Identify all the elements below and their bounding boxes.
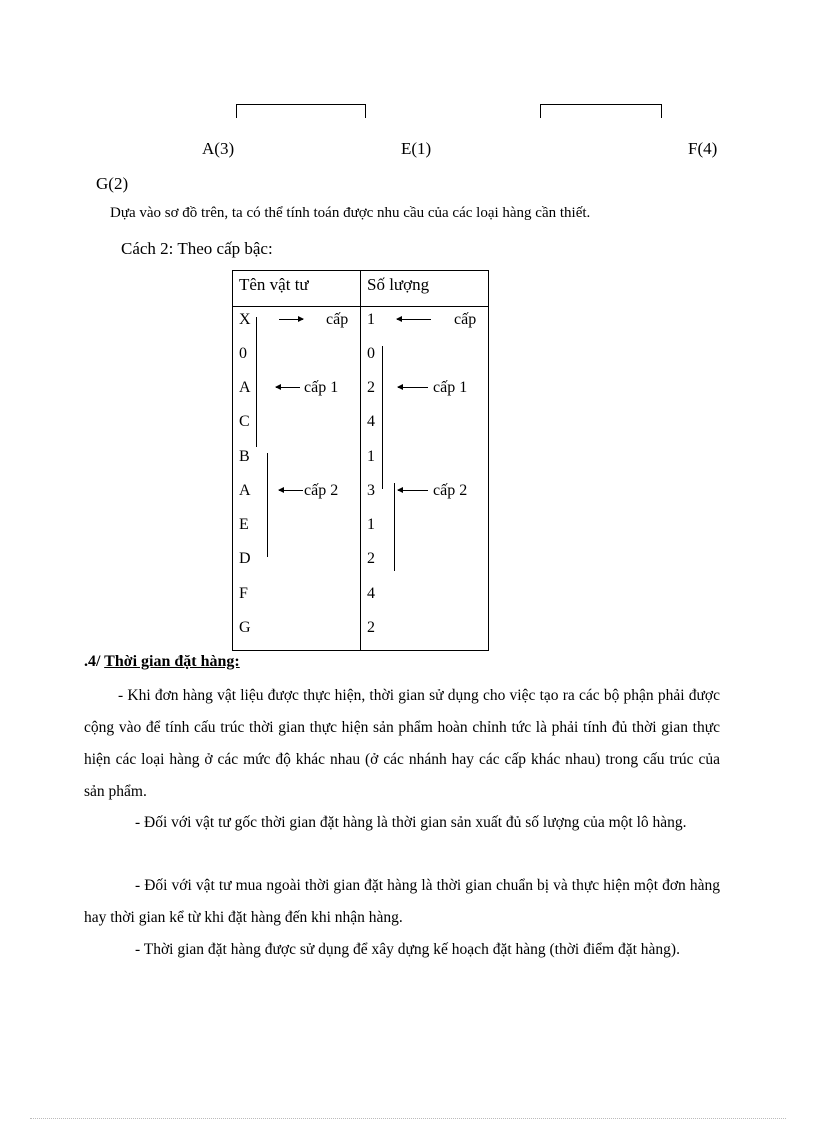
table-qty-c: 4 (367, 413, 375, 430)
tree-node-e: E(1) (401, 139, 432, 158)
table-item-x: X (239, 311, 251, 328)
tree-node-a: A(3) (202, 139, 235, 158)
table-item-a1: A (239, 379, 251, 396)
table-item-f: F (239, 585, 248, 602)
table-qty-a2: 3 (367, 482, 375, 499)
table-header-item: Tên vật tư (239, 275, 309, 294)
table-header-divider (233, 306, 488, 307)
table-item-a2: A (239, 482, 251, 499)
level2-arrow-qty (398, 490, 428, 491)
intro-text: Dựa vào sơ đồ trên, ta có thể tính toán được nhu cầu của các loại hàng cần thiết. (110, 205, 591, 221)
tree-node-f: F(4) (688, 139, 718, 158)
level-top-label-qty: cấp (454, 311, 477, 328)
level1-arrow-qty (398, 387, 428, 388)
level-top-arrow-items (279, 319, 303, 320)
table-qty-a1: 2 (367, 379, 375, 396)
paragraph-purchased-material: - Đối với vật tư mua ngoài thời gian đặt hàng là thời gian chuẩn bị và thực hiện một đơn hàng hay thời gian kể từ khi đặt hàng đến khi nhận hàng. (84, 877, 720, 926)
table-column-divider (360, 271, 361, 650)
tree-node-g: G(2) (96, 174, 129, 193)
table-item-0: 0 (239, 345, 247, 362)
method2-heading: Cách 2: Theo cấp bậc: (121, 239, 273, 258)
section-number: .4/ (84, 653, 101, 670)
table-qty-x: 1 (367, 311, 375, 328)
paragraph-order-planning: - Thời gian đặt hàng được sử dụng để xây dựng kế hoạch đặt hàng (thời điểm đặt hàng). (135, 941, 680, 958)
level2-bracket-qty (394, 483, 395, 571)
level2-arrow-items (279, 490, 303, 491)
level2-label-items: cấp 2 (304, 482, 339, 499)
table-item-c: C (239, 413, 250, 430)
level-top-label-items: cấp (326, 311, 349, 328)
level-top-arrow-qty (397, 319, 431, 320)
table-qty-g: 2 (367, 619, 375, 636)
page-bottom-rule (30, 1118, 786, 1119)
level1-bracket-qty (382, 346, 383, 489)
level1-bracket-items (256, 317, 257, 447)
table-qty-b: 1 (367, 448, 375, 465)
table-qty-e: 1 (367, 516, 375, 533)
level-table (232, 270, 489, 651)
table-header-quantity: Số lượng (367, 275, 430, 294)
level1-label-qty: cấp 1 (433, 379, 468, 396)
table-item-e: E (239, 516, 249, 533)
section-title: Thời gian đặt hàng: (104, 653, 240, 670)
section-heading (84, 653, 240, 671)
paragraph-root-material: - Đối với vật tư gốc thời gian đặt hàng là thời gian sản xuất đủ số lượng của một lô hàng. (135, 814, 687, 831)
table-qty-f: 4 (367, 585, 375, 602)
table-item-g: G (239, 619, 251, 636)
level2-bracket-items (267, 453, 268, 557)
level2-label-qty: cấp 2 (433, 482, 468, 499)
paragraph-order-time: - Khi đơn hàng vật liệu được thực hiện, thời gian sử dụng cho việc tạo ra các bộ phận phải được cộng vào để tính cấu trúc thời gian thực hiện sản phẩm hoàn chỉnh tức là phải tính đủ thời gian thực hiện các loại hàng ở các mức độ khác nhau (ở các nhánh hay các cấp khác nhau) trong cấu trúc của sản phẩm. (84, 687, 720, 800)
level1-label-items: cấp 1 (304, 379, 339, 396)
tree-connector-right (540, 104, 662, 118)
table-qty-d: 2 (367, 550, 375, 567)
table-item-d: D (239, 550, 251, 567)
table-qty-0: 0 (367, 345, 375, 362)
table-item-b: B (239, 448, 250, 465)
tree-connector-left (236, 104, 366, 118)
level1-arrow-items (276, 387, 300, 388)
